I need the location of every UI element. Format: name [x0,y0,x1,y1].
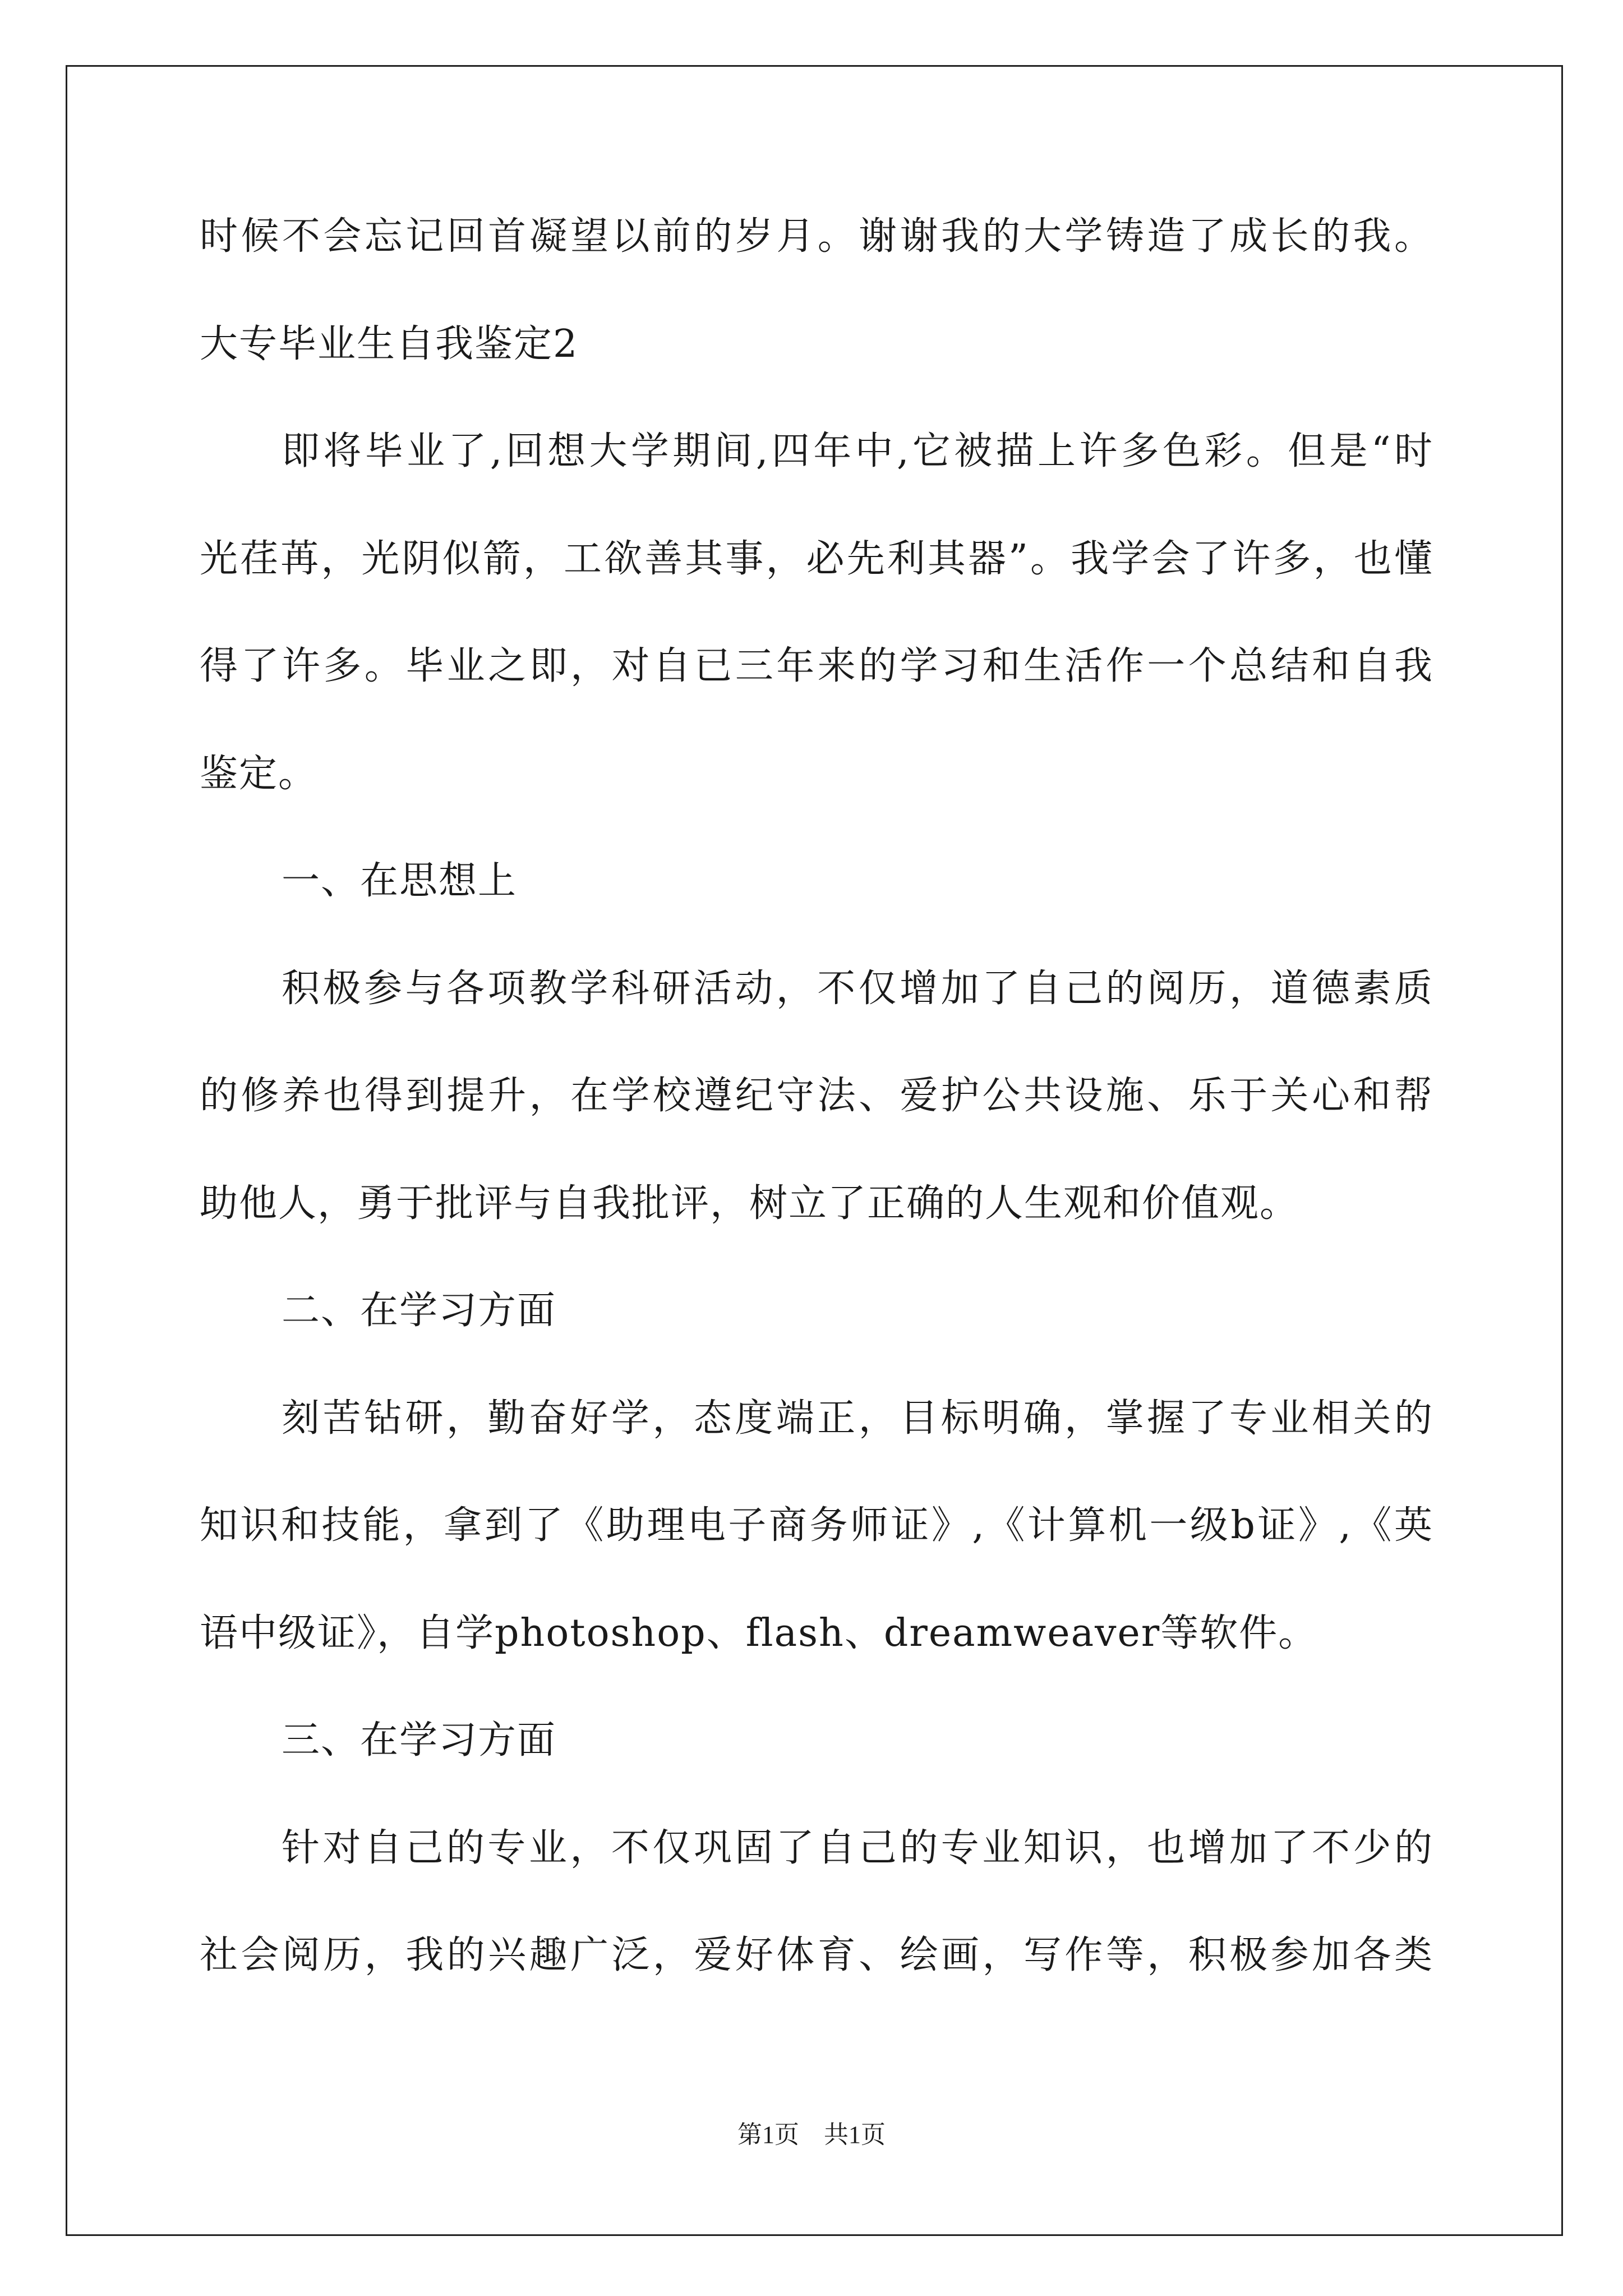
page-total: 共1页 [824,2121,886,2148]
text-line: 针对自己的专业，不仅巩固了自己的专业知识，也增加了不少的 [282,1825,1433,1870]
document-body [200,209,1433,2035]
subsection-heading: 三、在学习方面 [282,1718,557,1763]
text-line: 得了许多。毕业之即，对自已三年来的学习和生活作一个总结和自我 [200,644,1433,688]
text-line: 社会阅历，我的兴趣广泛，爱好体育、绘画，写作等，积极参加各类 [200,1933,1433,1977]
section-heading: 大专毕业生自我鉴定2 [200,321,579,366]
text-line: 鉴定。 [200,751,318,796]
page-footer [0,2118,1623,2152]
text-line: 的修养也得到提升，在学校遵纪守法、爱护公共设施、乐于关心和帮 [200,1074,1433,1118]
text-line: 知识和技能，拿到了《助理电子商务师证》,《计算机一级b证》,《英 [200,1503,1433,1548]
subsection-heading: 二、在学习方面 [282,1289,557,1333]
text-line: 刻苦钻研，勤奋好学，态度端正，目标明确，掌握了专业相关的 [282,1396,1433,1441]
text-line: 即将毕业了,回想大学期间,四年中,它被描上许多色彩。但是“时 [282,429,1433,473]
text-line: 时候不会忘记回首凝望以前的岁月。谢谢我的大学铸造了成长的我。 [200,214,1433,259]
text-line: 语中级证》，自学photoshop、flash、dreamweaver等软件。 [200,1611,1318,1655]
page-number: 第1页 [737,2121,799,2148]
text-line: 助他人，勇于批评与自我批评，树立了正确的人生观和价值观。 [200,1181,1299,1226]
subsection-heading: 一、在思想上 [282,859,518,903]
text-line: 光荏苒，光阴似箭，工欲善其事，必先利其器”。我学会了许多，也懂 [200,536,1433,581]
text-line: 积极参与各项教学科研活动，不仅增加了自己的阅历，道德素质 [282,966,1433,1011]
